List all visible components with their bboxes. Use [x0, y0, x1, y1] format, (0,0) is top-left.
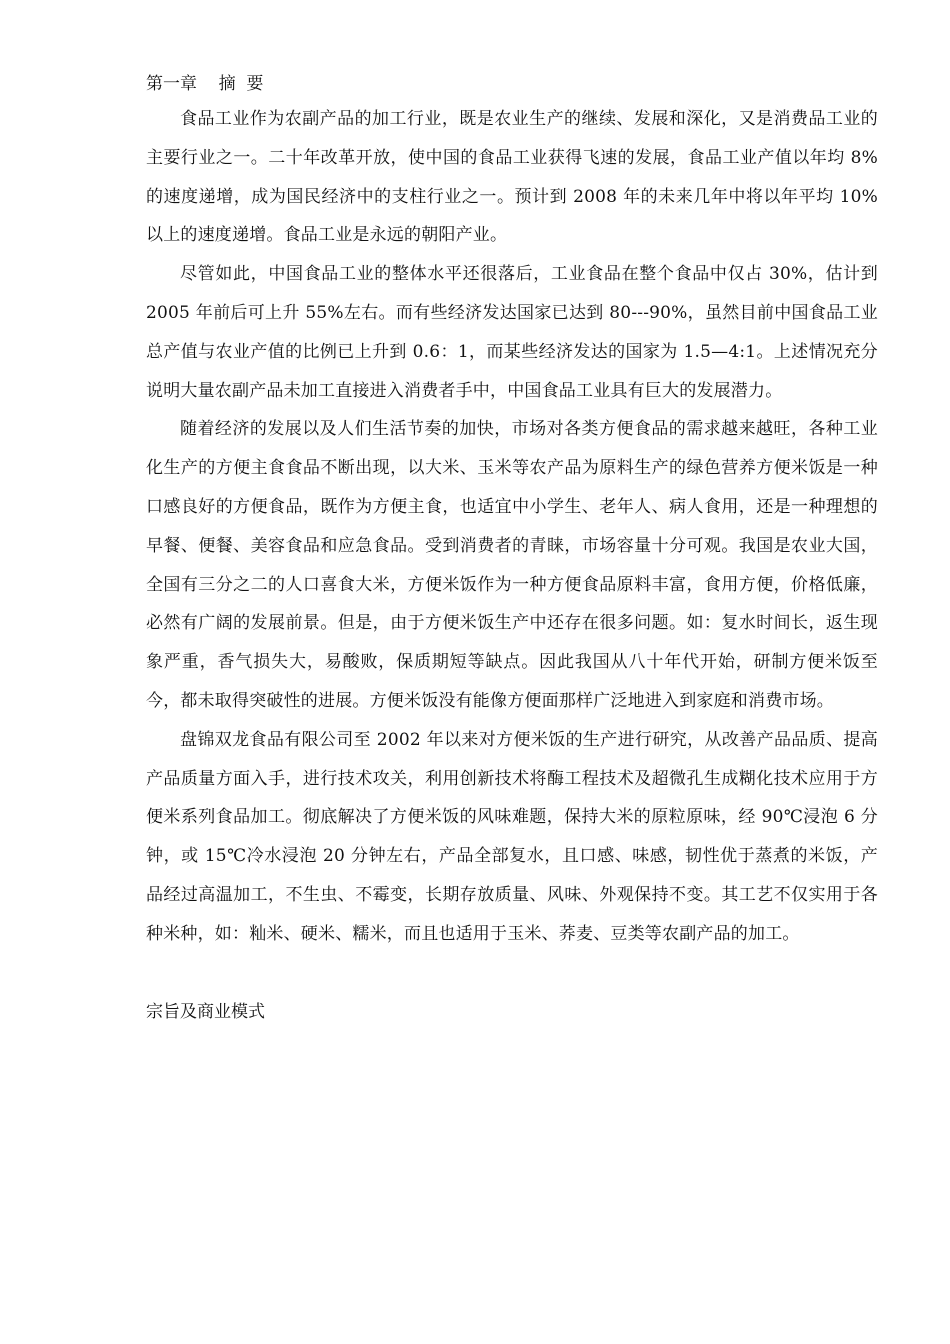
paragraph-company-tech: 盘锦双龙食品有限公司至 2002 年以来对方便米饭的生产进行研究，从改善产品品质、提高产品质量方面入手，进行技术攻关，利用创新技术将酶工程技术及超微孔生成糊化技术应用于方便米系列食品加工。彻底解决了方便米饭的风味难题，保持大米的原粒原味，经 90℃浸泡 6 分钟，或 15℃冷水浸泡 20 分钟左右，产品全部复水，且口感、味感，韧性优于蒸煮的米饭，产品经过高温加工，不生虫、不霉变，长期存放质量、风味、外观保持不变。其工艺不仅实用于各种米种，如：籼米、硬米、糯米，而且也适用于玉米、荞麦、豆类等农副产品的加工。 [146, 729, 878, 944]
paragraph-market-demand: 随着经济的发展以及人们生活节奏的加快，市场对各类方便食品的需求越来越旺，各种工业化生产的方便主食食品不断出现，以大米、玉米等农产品为原料生产的绿色营养方便米饭是一种口感良好的方便食品，既作为方便主食，也适宜中小学生、老年人、病人食用，还是一种理想的早餐、便餐、美容食品和应急食品。受到消费者的青睐，市场容量十分可观。我国是农业大国，全国有三分之二的人口喜食大米，方便米饭作为一种方便食品原料丰富，食用方便，价格低廉，必然有广阔的发展前景。但是，由于方便米饭生产中还存在很多问题。如：复水时间长，返生现象严重，香气损失大，易酸败，保质期短等缺点。因此我国从八十年代开始，研制方便米饭至今，都未取得突破性的进展。方便米饭没有能像方便面那样广泛地进入到家庭和消费市场。 [146, 419, 878, 711]
paragraph-industry-level: 尽管如此，中国食品工业的整体水平还很落后，工业食品在整个食品中仅占 30%，估计到 2005 年前后可上升 55%左右。而有些经济发达国家已达到 80---90%，虽然目前中国食品工业总产值与农业产值的比例已上升到 0.6：1，而某些经济发达的国家为 1.5—4:1。上述情况充分说明大量农副产品未加工直接进入消费者手中，中国食品工业具有巨大的发展潜力。 [146, 264, 878, 401]
document-page [146, 70, 878, 1026]
section-title: 宗旨及商业模式 [146, 1001, 265, 1022]
paragraph-intro: 食品工业作为农副产品的加工行业，既是农业生产的继续、发展和深化，又是消费品工业的主要行业之一。二十年改革开放，使中国的食品工业获得飞速的发展，食品工业产值以年均 8%的速度递增，成为国民经济中的支柱行业之一。预计到 2008 年的未来几年中将以年平均 10%以上的速度递增。食品工业是永远的朝阳产业。 [146, 109, 878, 246]
chapter-title: 第一章 摘 要 [146, 74, 264, 94]
